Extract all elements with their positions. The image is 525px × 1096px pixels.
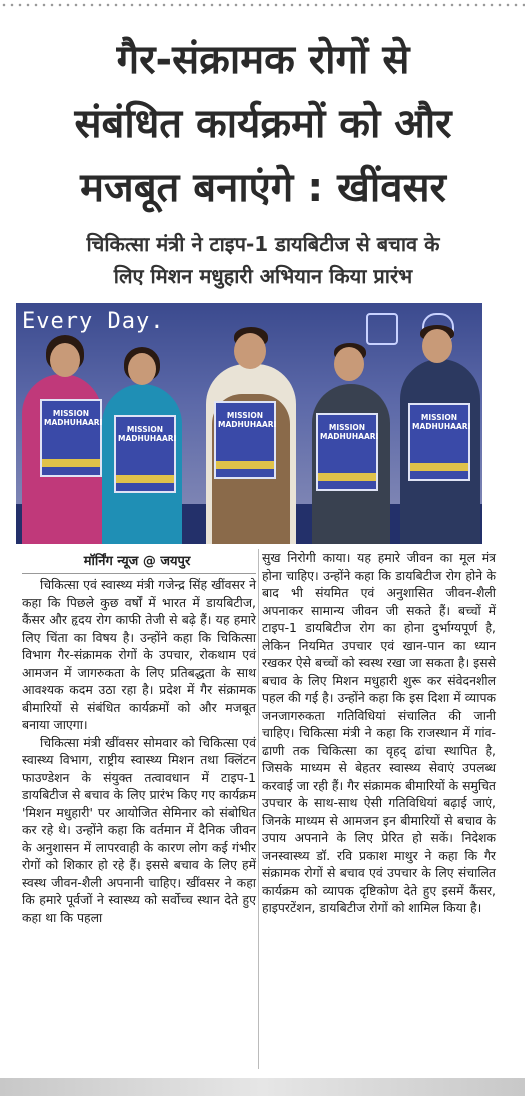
booklet-title: MISSION MADHUHAARI bbox=[118, 425, 177, 443]
paragraph: चिकित्सा मंत्री खींवसर सोमवार को चिकित्सा एवं स्वास्थ्य विभाग, राष्ट्रीय स्वास्थ्य मिशन तथा क्लिंटन फाउण्डेशन के संयुक्त तत्वावधान में टाइप-1 डायबिटीज से बचाव के लिए प्रारंभ किए गए कार्यक्रम 'मिशन मधुहारी' पर आयोजित सेमिनार को संबोधित कर रहे थे। उन्होंने कहा कि वर्तमान में दैनिक जीवन के अनुशासन में लापरवाही के कारण लोग कई गंभीर रोगों को शिकार हो रहे हैं। इससे बचाव के लिए हमें स्वस्थ जीवन-शैली अपनानी चाहिए। खींवसर ने कहा कि हमारे पूर्वजों ने स्वास्थ्य को सर्वोच्च स्थान देते हुए कहा था कि पहला bbox=[22, 734, 256, 925]
backdrop-icons bbox=[352, 309, 472, 349]
booklet-strip bbox=[42, 459, 100, 467]
paragraph: सुख निरोगी काया। यह हमारे जीवन का मूल मंत्र होना चाहिए। उन्होंने कहा कि डायबिटीज रोग होने के बाद भी संयमित एवं अनुशासित जीवन-शैली अपनाकर सामान्य जीवन जी सकते हैं। बच्चों में टाइप-1 डायबिटीज रोग का होना दुर्भाग्यपूर्ण है, लेकिन नियमित उपचार एवं खान-पान का ध्यान रखकर ऐसे बच्चों को स्वस्थ रखा जा सकता है। इससे बचाव के लिए मिशन मधुहारी शुरू कर संवेदनशील पहल की गई है। उन्होंने कहा कि इस दिशा में व्यापक जनजागरुकता गतिविधियां संचालित की जानी चाहिए। चिकित्सा मंत्री ने कहा कि राजस्थान में गांव-ढाणी तक चिकित्सा का वृहद् ढांचा स्थापित है, जिसके माध्यम से बेहतर स्वास्थ्य सेवाएं उपलब्ध करवाई जा रही हैं। गैर संक्रामक बीमारियों के समुचित उपचार के साथ-साथ ऐसी गतिविधियां बढ़ाई जाएं, जिनके माध्यम से आमजन इन बीमारियों से बचाव के उपाय अपनाने के लिए प्रेरित हो सकें। निदेशक जनस्वास्थ्य डॉ. रवि प्रकाश माथुर ने कहा कि गैर संक्रामक रोगों से बचाव एवं उपचार के लिए संचालित कार्यक्रम को व्यापक दृष्टिकोण देते हुए इसमें कैंसर, हाइपरटेंशन, डायबिटीज रोगों को शामिल किया है। bbox=[262, 550, 496, 915]
presentation-icon bbox=[366, 313, 398, 345]
booklet-5 bbox=[408, 403, 470, 481]
news-photo bbox=[16, 303, 482, 544]
booklet-strip bbox=[216, 461, 274, 469]
person-1-head bbox=[50, 343, 80, 377]
article-right-column bbox=[262, 549, 496, 917]
article-left-column bbox=[22, 576, 256, 926]
column-divider bbox=[258, 549, 259, 1069]
page-bottom-strip bbox=[0, 1078, 525, 1096]
headline-line-1: गैर-संक्रामक रोगों से bbox=[116, 37, 410, 83]
person-3-head bbox=[234, 333, 266, 369]
person-2-head bbox=[128, 353, 156, 385]
booklet-title: MISSION MADHUHAARI bbox=[320, 423, 379, 441]
person-5-head bbox=[422, 329, 452, 363]
booklet-2 bbox=[114, 415, 176, 493]
photo-banner-text: Every Day. bbox=[22, 309, 165, 334]
subheadline-line-1: चिकित्सा मंत्री ने टाइप-1 डायबिटीज से बचाव के bbox=[86, 232, 440, 256]
byline: मॉर्निंग न्यूज @ जयपुर bbox=[83, 554, 191, 569]
booklet-title: MISSION MADHUHAARI bbox=[218, 411, 277, 429]
subheadline-line-2: लिए मिशन मधुहारी अभियान किया प्रारंभ bbox=[113, 264, 413, 288]
booklet-title: MISSION MADHUHAARI bbox=[44, 409, 103, 427]
paragraph: चिकित्सा एवं स्वास्थ्य मंत्री गजेन्द्र सिंह खींवसर ने कहा कि पिछले कुछ वर्षों में भारत में डायबिटीज, कैंसर और हृदय रोग काफी तेजी से बढ़े हैं। यह हमारे लिए चिंता का विषय है। उन्होंने कहा कि चिकित्सा विभाग गैर-संक्रामक रोगों के उपचार, रोकथाम एवं आमजन में जागरुकता के लिए प्रतिबद्धता के साथ आवश्यक कदम उठा रहा है। प्रदेश में गैर संक्रामक बीमारियों से संबंधित कार्यक्रमों को और मजबूत बनाया जाएगा। bbox=[22, 577, 256, 732]
person-4-head bbox=[334, 347, 364, 381]
booklet-strip bbox=[410, 463, 468, 471]
booklet-1 bbox=[40, 399, 102, 477]
booklet-3 bbox=[214, 401, 276, 479]
headline-line-2: संबंधित कार्यक्रमों को और bbox=[74, 101, 452, 147]
byline-rule bbox=[22, 573, 256, 574]
headline-line-3: मजबूत बनाएंगे : खींवसर bbox=[80, 165, 446, 211]
booklet-title: MISSION MADHUHAARI bbox=[412, 413, 471, 431]
booklet-strip bbox=[318, 473, 376, 481]
booklet-strip bbox=[116, 475, 174, 483]
dotted-border bbox=[0, 2, 525, 8]
booklet-4 bbox=[316, 413, 378, 491]
